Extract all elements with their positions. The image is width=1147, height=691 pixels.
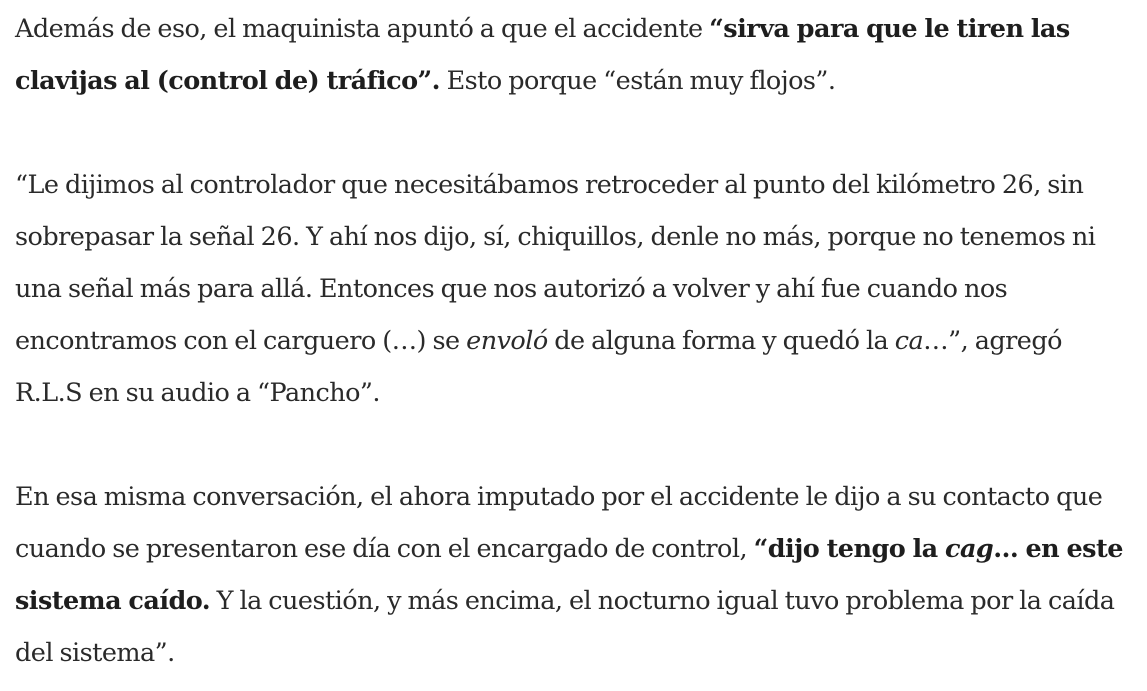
italic-word: ca [894, 326, 924, 356]
paragraph-text: Y la cuestión, y más encima, el nocturno igual tuvo problema por la caída del sistema”. [15, 586, 1115, 668]
paragraph-text: de alguna forma y quedó la [547, 326, 895, 356]
paragraph-text: Esto porque “están muy flojos”. [440, 66, 836, 96]
paragraph-2 [15, 159, 1133, 419]
paragraph-text: …”, agregó R.L.S en su audio a “Pancho”. [15, 326, 1062, 408]
bold-quote [945, 534, 993, 564]
bold-italic-word: cag [944, 534, 994, 564]
paragraph-text: Además de eso, el maquinista apuntó a que el accidente [15, 14, 710, 44]
italic-word: envoló [466, 326, 548, 356]
paragraph-1 [15, 3, 1133, 107]
paragraph-3 [15, 471, 1133, 679]
bold-quote: “dijo tengo la [753, 534, 945, 564]
bold-quote: “sirva para que le tiren las clavijas al (control de) tráfico”. [15, 14, 1070, 96]
paragraph-text: En esa misma conversación, el ahora imputado por el accidente le dijo a su contacto que cuando se presentaron ese día con el encargado de control, [15, 482, 1103, 564]
bold-quote: … en este sistema caído. [15, 534, 1123, 616]
paragraph-text: “Le dijimos al controlador que necesitábamos retroceder al punto del kilómetro 26, sin sobrepasar la señal 26. Y ahí nos dijo, sí, chiquillos, denle no más, porque no tenemos ni una señal más para allá. Entonces que nos autorizó a volver y ahí fue cuando nos encontramos con el carguero (…) se [15, 170, 1096, 356]
